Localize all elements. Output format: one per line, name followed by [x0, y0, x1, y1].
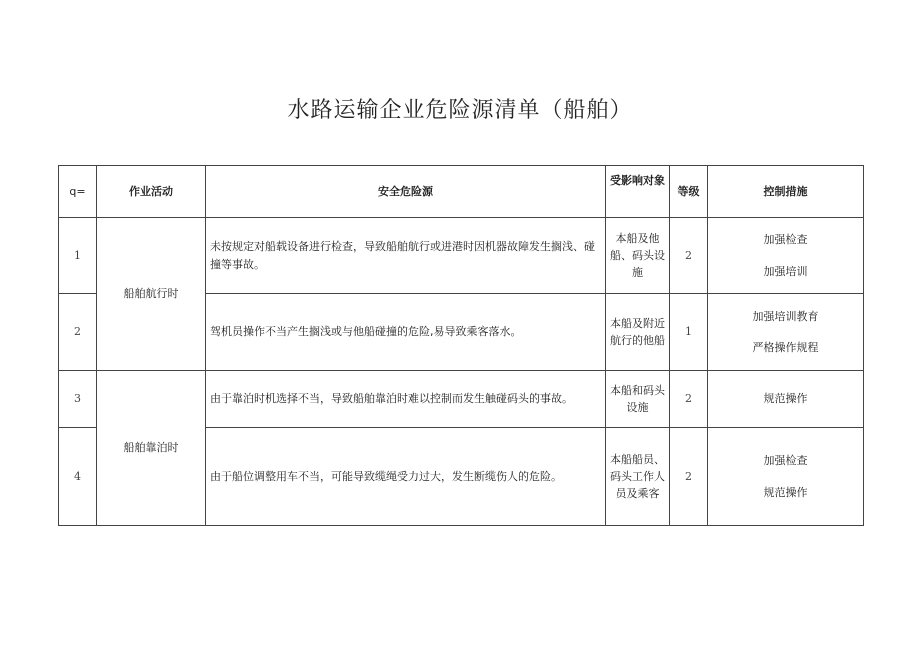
level-cell: 2	[670, 428, 708, 526]
level-cell: 2	[670, 218, 708, 294]
header-index: q=	[59, 166, 97, 218]
row-index: 2	[59, 294, 97, 371]
hazard-cell: 未按规定对船载设备进行检查，导致船舶航行或进港时因机器故障发生搁浅、碰撞等事故。	[206, 218, 606, 294]
document-title: 水路运输企业危险源清单（船舶）	[287, 98, 633, 123]
target-cell: 本船和码头设施	[606, 371, 670, 428]
control-item: 规范操作	[763, 485, 808, 499]
header-activity: 作业活动	[97, 166, 206, 218]
control-item: 加强检查	[763, 454, 808, 468]
header-hazard: 安全危险源	[206, 166, 606, 218]
header-level: 等级	[670, 166, 708, 218]
control-item: 严格操作规程	[752, 341, 819, 354]
table-row	[59, 371, 864, 428]
level-cell: 2	[670, 371, 708, 428]
row-index: 1	[59, 218, 97, 294]
table-header-row	[59, 166, 864, 218]
activity-cell: 船舶靠泊时	[97, 371, 206, 526]
hazard-table	[58, 165, 864, 526]
hazard-cell: 由于船位调整用车不当，可能导致缆绳受力过大，发生断缆伤人的危险。	[206, 428, 606, 526]
level-cell: 1	[670, 294, 708, 371]
hazard-cell: 驾机员操作不当产生搁浅或与他船碰撞的危险,易导致乘客落水。	[206, 294, 606, 371]
control-cell	[708, 218, 864, 294]
control-cell	[708, 371, 864, 428]
control-item: 规范操作	[763, 392, 808, 406]
activity-cell: 船舶航行时	[97, 218, 206, 371]
header-control: 控制措施	[708, 166, 864, 218]
target-cell: 本船及他船、码头设施	[606, 218, 670, 294]
target-cell: 本船船员、码头工作人员及乘客	[606, 428, 670, 526]
target-cell: 本船及附近航行的他船	[606, 294, 670, 371]
row-index: 4	[59, 428, 97, 526]
header-target: 受影响对象	[606, 166, 670, 218]
hazard-cell: 由于靠泊时机选择不当，导致船舶靠泊时难以控制而发生触碰码头的事故。	[206, 371, 606, 428]
control-cell	[708, 428, 864, 526]
control-item: 加强检查	[763, 233, 808, 247]
row-index: 3	[59, 371, 97, 428]
control-item: 加强培训	[763, 264, 808, 278]
table-row	[59, 218, 864, 294]
control-cell	[708, 294, 864, 371]
control-item: 加强培训教育	[752, 309, 819, 323]
